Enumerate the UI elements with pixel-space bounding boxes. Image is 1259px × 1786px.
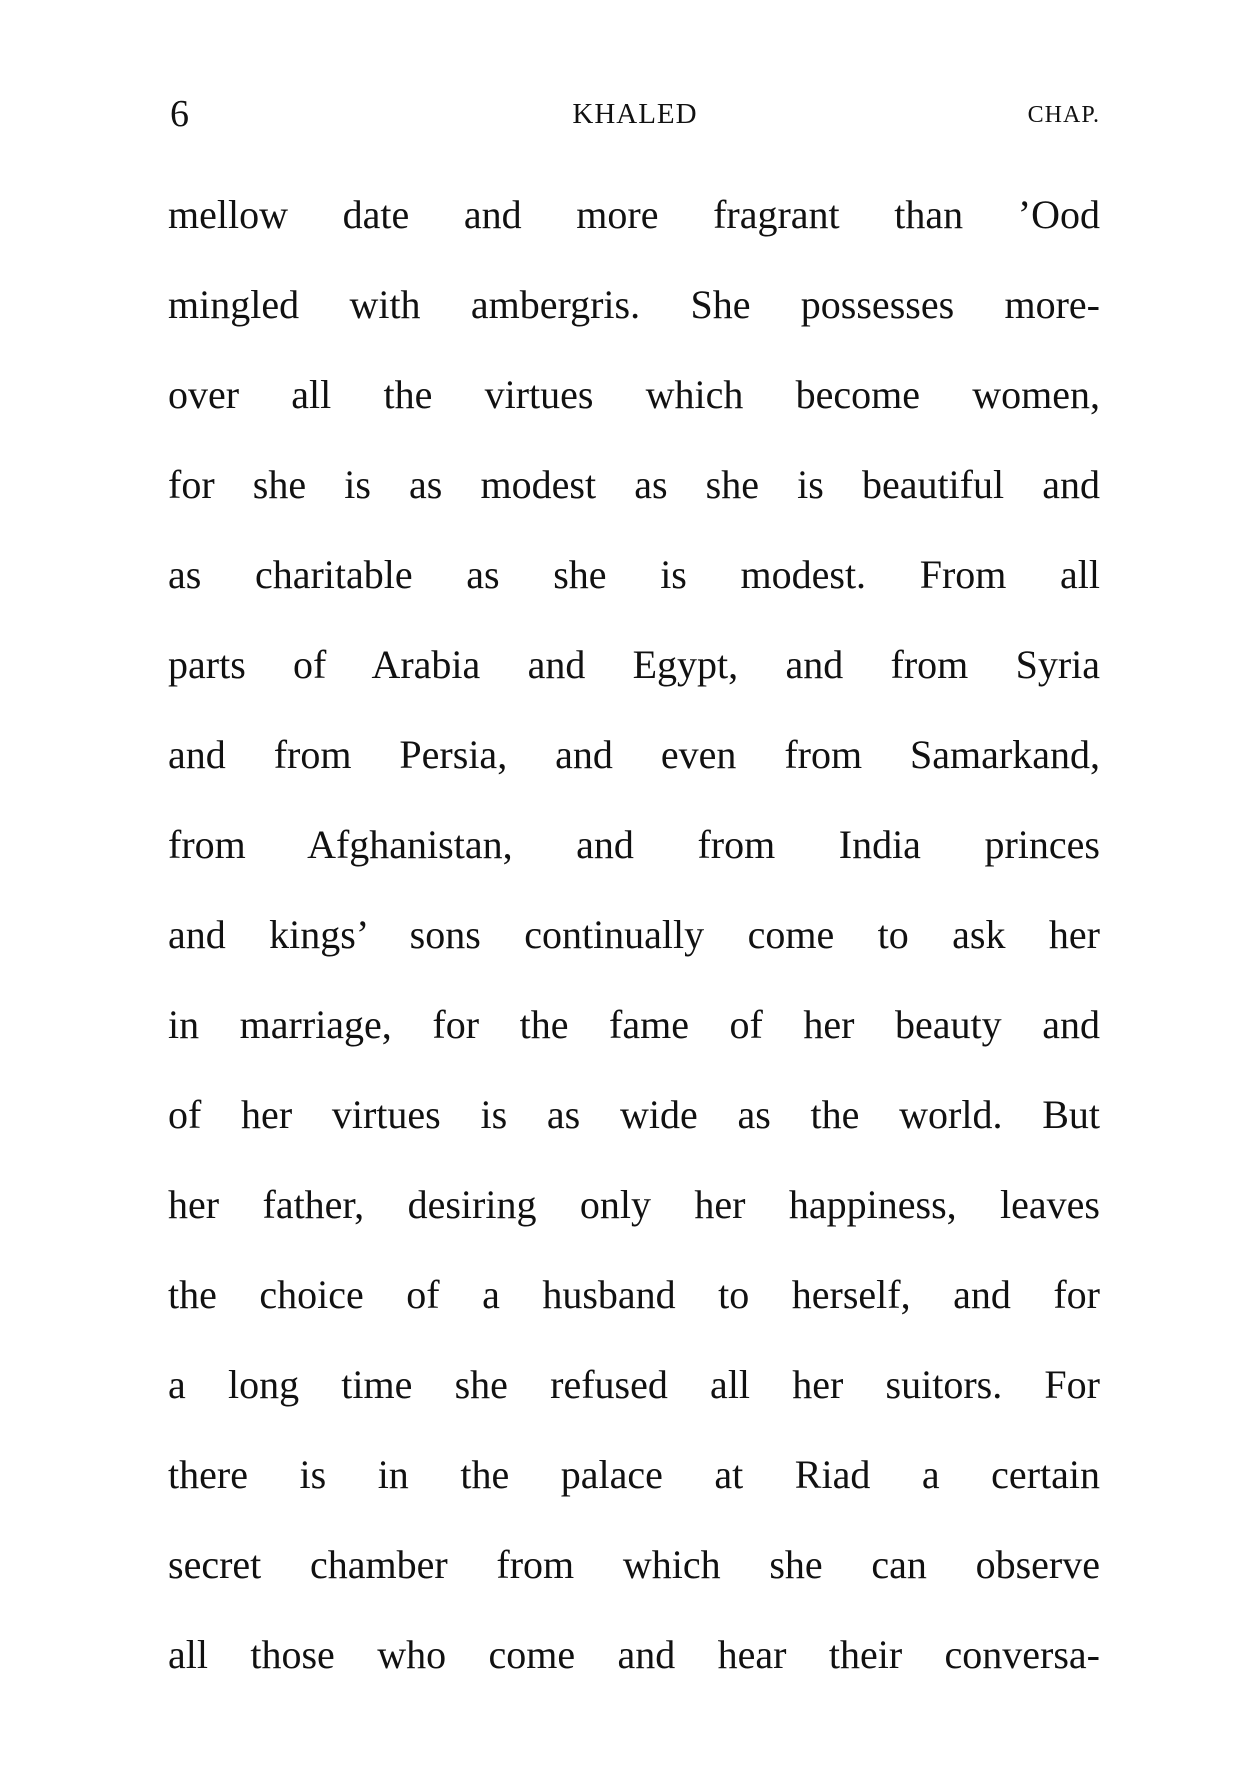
text-line: and from Persia, and even from Samarkand,	[168, 732, 1100, 777]
text-line: for she is as modest as she is beautiful and	[168, 462, 1100, 507]
chapter-abbreviation: CHAP.	[1027, 102, 1100, 128]
text-line: and kings’ sons continually come to ask her	[168, 912, 1100, 957]
text-line: her father, desiring only her happiness, leaves	[168, 1182, 1100, 1227]
text-line: all those who come and hear their conversa-	[168, 1632, 1100, 1677]
text-line: the choice of a husband to herself, and for	[168, 1272, 1100, 1317]
text-line: parts of Arabia and Egypt, and from Syria	[168, 642, 1100, 687]
text-line: mellow date and more fragrant than ’Ood	[168, 192, 1100, 237]
running-head	[170, 92, 1100, 142]
running-title: KHALED	[572, 98, 698, 130]
text-line: over all the virtues which become women,	[168, 372, 1100, 417]
text-line: as charitable as she is modest. From all	[168, 552, 1100, 597]
text-line: of her virtues is as wide as the world. But	[168, 1092, 1100, 1137]
text-line: in marriage, for the fame of her beauty and	[168, 1002, 1100, 1047]
text-line: from Afghanistan, and from India princes	[168, 822, 1100, 867]
text-line: secret chamber from which she can observe	[168, 1542, 1100, 1587]
text-line: mingled with ambergris. She possesses more-	[168, 282, 1100, 327]
text-line: there is in the palace at Riad a certain	[168, 1452, 1100, 1497]
page-number: 6	[170, 93, 189, 135]
body-text	[168, 190, 1100, 1720]
text-line: a long time she refused all her suitors. For	[168, 1362, 1100, 1407]
